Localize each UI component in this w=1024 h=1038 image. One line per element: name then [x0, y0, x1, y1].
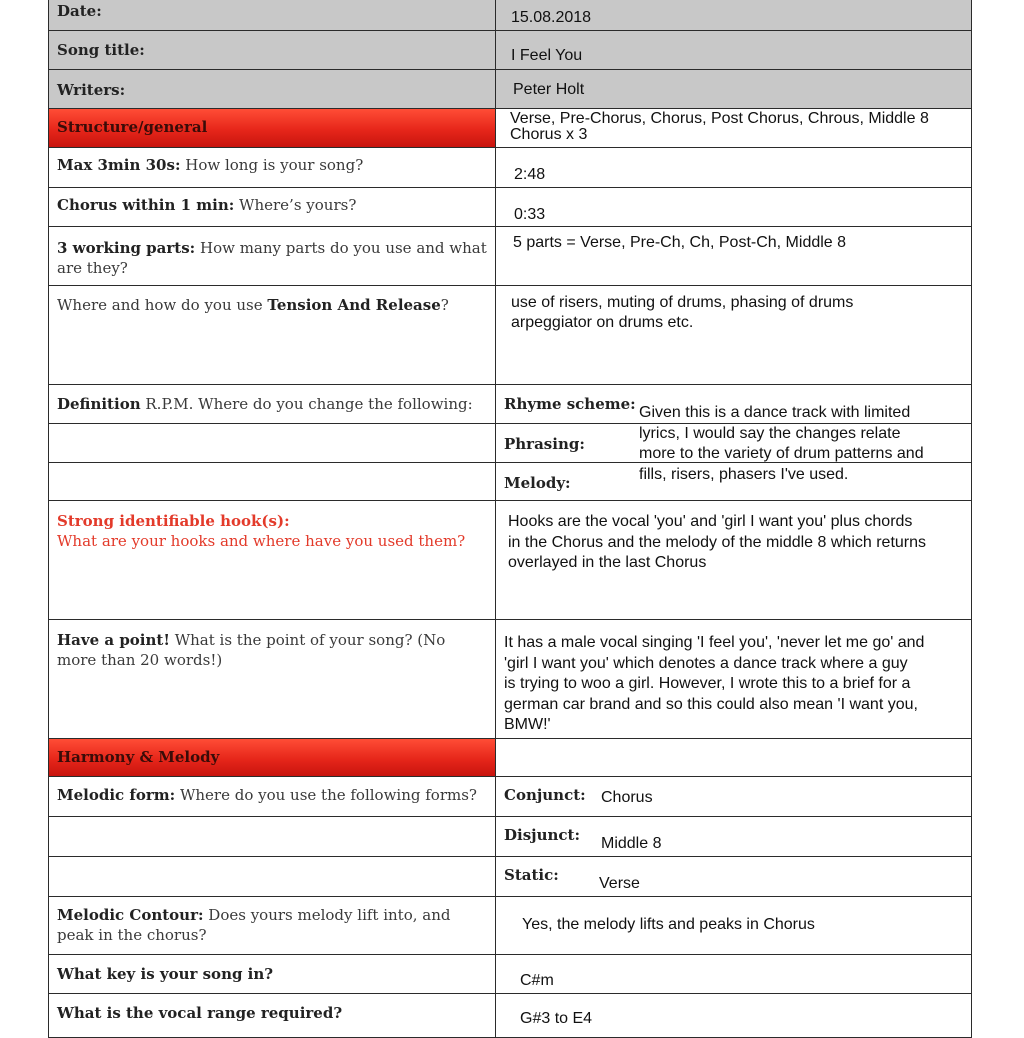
working-parts-question: 3 working parts: How many parts do you use and what are they? — [57, 239, 487, 277]
conjunct-label: Conjunct: — [504, 786, 586, 804]
tension-question: Where and how do you use Tension And Release? — [57, 296, 449, 314]
date-value: 15.08.2018 — [511, 9, 592, 26]
structure-section-label: Structure/general — [57, 118, 208, 136]
key-row — [48, 954, 972, 994]
melodic-contour-question: Melodic Contour: Does yours melody lift into, and peak in the chorus? — [57, 906, 451, 944]
point-answer-line: It has a male vocal singing 'I feel you', 'never let me go' and — [504, 634, 925, 651]
structure-value-line1: Verse, Pre-Chorus, Chorus, Post Chorus, Chrous, Middle 8 — [510, 110, 929, 127]
definition-question: Definition R.P.M. Where do you change the following: — [57, 395, 473, 413]
vocal-range-question: What is the vocal range required? — [57, 1004, 343, 1022]
writers-label: Writers: — [57, 81, 126, 99]
rpm-answer-line: fills, risers, phasers I've used. — [639, 465, 849, 483]
disjunct-row — [48, 816, 972, 857]
point-answer-line: 'girl I want you' which denotes a dance track where a guy — [504, 654, 908, 672]
date-row — [48, 0, 972, 31]
disjunct-label: Disjunct: — [504, 826, 580, 844]
harmony-section-label: Harmony & Melody — [57, 748, 220, 766]
tension-answer-line1: use of risers, muting of drums, phasing of drums — [511, 294, 854, 311]
chorus-time-row — [48, 187, 972, 227]
max-length-row — [48, 147, 972, 188]
hooks-answer — [508, 512, 926, 574]
rpm-answer — [639, 403, 974, 485]
max-length-answer: 2:48 — [514, 166, 546, 183]
point-answer-line: is trying to woo a girl. However, I wrote this to a brief for a — [504, 675, 911, 692]
conjunct-value: Chorus — [601, 789, 653, 806]
point-answer-line: german car brand and so this could also mean 'I want you, — [504, 695, 918, 713]
chorus-time-question: Chorus within 1 min: Where’s yours? — [57, 196, 357, 214]
static-value: Verse — [599, 875, 640, 892]
chorus-time-answer: 0:33 — [514, 206, 546, 223]
static-label: Static: — [504, 866, 559, 884]
melodic-contour-answer: Yes, the melody lifts and peaks in Chorus — [522, 916, 815, 933]
vocal-range-row — [48, 993, 972, 1038]
melodic-form-row — [48, 776, 972, 817]
melodic-contour-row — [48, 896, 972, 955]
key-question: What key is your song in? — [57, 965, 274, 983]
song-title-value: I Feel You — [511, 47, 583, 64]
melody-label: Melody: — [504, 474, 571, 492]
working-parts-row — [48, 226, 972, 286]
phrasing-label: Phrasing: — [504, 435, 585, 453]
rhyme-scheme-label: Rhyme scheme: — [504, 395, 636, 413]
key-answer: C#m — [520, 972, 554, 989]
harmony-section-row — [48, 738, 972, 777]
vocal-range-answer: G#3 to E4 — [520, 1010, 593, 1027]
tension-answer-line2: arpeggiator on drums etc. — [511, 314, 694, 331]
writers-row — [48, 69, 972, 109]
point-answer-line: BMW!' — [504, 716, 551, 733]
rpm-answer-line: more to the variety of drum patterns and — [639, 445, 924, 462]
hooks-answer-line: overlayed in the last Chorus — [508, 554, 707, 571]
date-label: Date: — [57, 2, 102, 20]
max-length-question: Max 3min 30s: How long is your song? — [57, 156, 364, 174]
song-title-label: Song title: — [57, 41, 145, 59]
tension-row — [48, 285, 972, 385]
rpm-answer-line: Given this is a dance track with limited — [639, 404, 911, 421]
point-row — [48, 619, 972, 739]
static-row — [48, 856, 972, 897]
hooks-answer-line: in the Chorus and the melody of the middle 8 which returns — [508, 533, 927, 551]
writers-value: Peter Holt — [513, 81, 585, 98]
hooks-answer-line: Hooks are the vocal 'you' and 'girl I want you' plus chords — [508, 513, 913, 530]
structure-section-row — [48, 108, 972, 148]
rpm-answer-line: lyrics, I would say the changes relate — [639, 424, 901, 442]
point-answer — [504, 633, 924, 736]
hooks-question: Strong identifiable hook(s): What are your hooks and where have you used them? — [57, 512, 466, 550]
melodic-form-question: Melodic form: Where do you use the following forms? — [57, 786, 477, 804]
structure-value-line2: Chorus x 3 — [510, 126, 588, 143]
working-parts-answer: 5 parts = Verse, Pre-Ch, Ch, Post-Ch, Middle 8 — [513, 234, 847, 251]
song-title-row — [48, 30, 972, 70]
point-question: Have a point! What is the point of your song? (No more than 20 words!) — [57, 631, 446, 669]
disjunct-value: Middle 8 — [601, 835, 662, 852]
hooks-row — [48, 500, 972, 620]
